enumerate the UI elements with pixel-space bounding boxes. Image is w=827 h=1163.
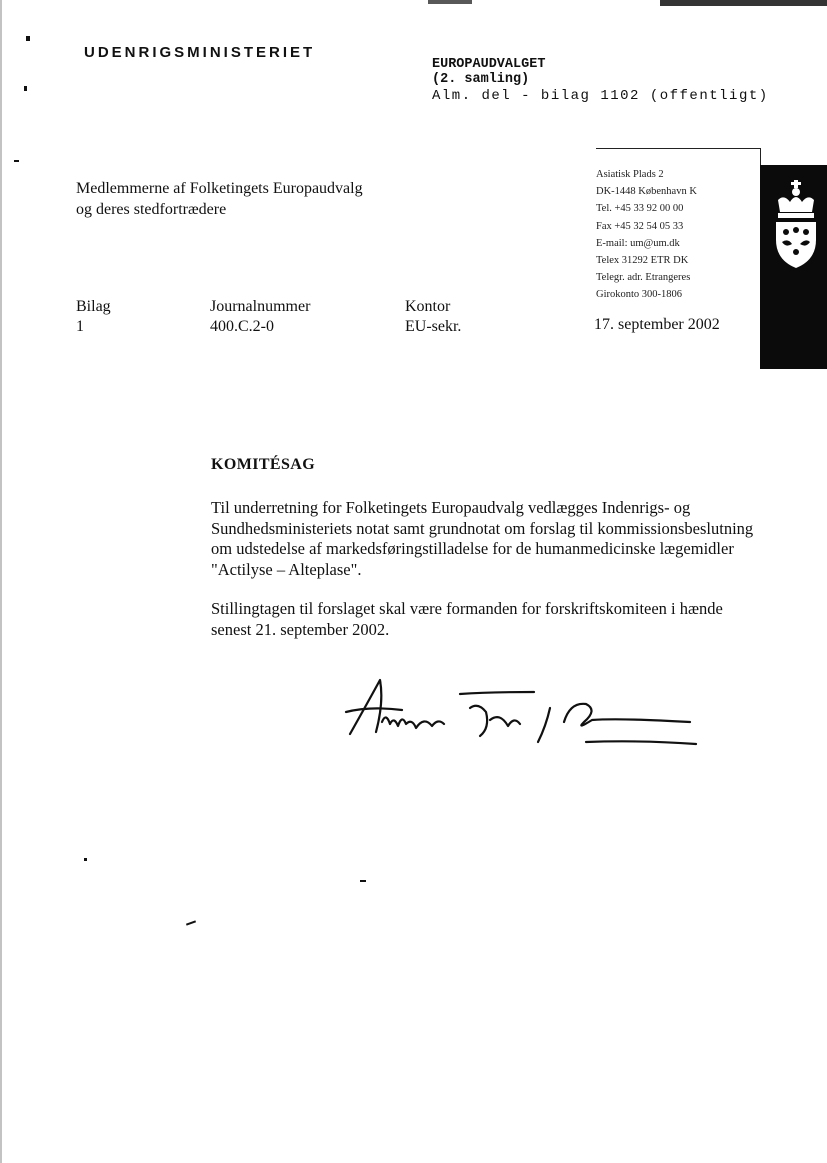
subject-heading: KOMITÉSAG: [211, 456, 316, 473]
stamp-annex-ref: Alm. del - bilag 1102 (offentligt): [432, 88, 769, 104]
office-label: Kontor: [405, 298, 451, 315]
stamp-session: (2. samling): [432, 71, 530, 87]
scan-mark: [186, 920, 196, 925]
addressee-line: Medlemmerne af Folketingets Europaudvalg: [76, 180, 363, 197]
journal-label: Journalnummer: [210, 298, 311, 315]
contact-line: Fax +45 32 54 05 33: [596, 220, 684, 232]
addressee-line: og deres stedfortrædere: [76, 201, 227, 218]
contact-rule: [596, 148, 760, 149]
scan-mark: [26, 36, 30, 41]
scan-mark: [24, 86, 27, 91]
journal-value: 400.C.2-0: [210, 318, 274, 335]
contact-rule-tick: [760, 148, 761, 166]
stamp-committee: EUROPAUDVALGET: [432, 57, 546, 72]
contact-line: Telegr. adr. Etrangeres: [596, 272, 691, 284]
contact-line: E-mail: um@um.dk: [596, 237, 680, 249]
scan-artifact: [660, 0, 827, 6]
handwritten-signature: [340, 672, 700, 752]
contact-line: Girokonto 300-1806: [596, 289, 683, 301]
scan-artifact: [0, 0, 2, 1163]
annex-value: 1: [76, 318, 84, 335]
contact-block: [596, 166, 697, 304]
body-paragraph: Til underretning for Folketingets Europaudvalg vedlægges Indenrigs- og Sundhedsministeriets notat samt grundnotat om forslag til kommissionsbeslutning om udstedelse af markedsføringstilladelse for de humanmedicinske lægemidler "Actilyse – Alteplase".: [211, 498, 754, 579]
office-value: EU-sekr.: [405, 318, 462, 335]
annex-label: Bilag: [76, 298, 111, 315]
letter-date: 17. september 2002: [594, 316, 720, 333]
scan-mark: [360, 880, 366, 882]
contact-line: DK-1448 København K: [596, 186, 697, 198]
royal-crown-emblem-icon: [772, 178, 820, 274]
contact-line: Tel. +45 33 92 00 00: [596, 203, 684, 215]
contact-line: Telex 31292 ETR DK: [596, 255, 689, 267]
scan-mark: [14, 160, 19, 162]
ministry-name: UDENRIGSMINISTERIET: [84, 44, 316, 61]
scan-mark: [84, 858, 87, 861]
scan-artifact: [428, 0, 472, 4]
receipt-stamp: [432, 58, 769, 104]
addressee: [76, 178, 363, 220]
contact-line: Asiatisk Plads 2: [596, 169, 664, 180]
body-paragraph: Stillingtagen til forslaget skal være formanden for forskriftskomiteen i hænde senest 21. september 2002.: [211, 599, 723, 639]
